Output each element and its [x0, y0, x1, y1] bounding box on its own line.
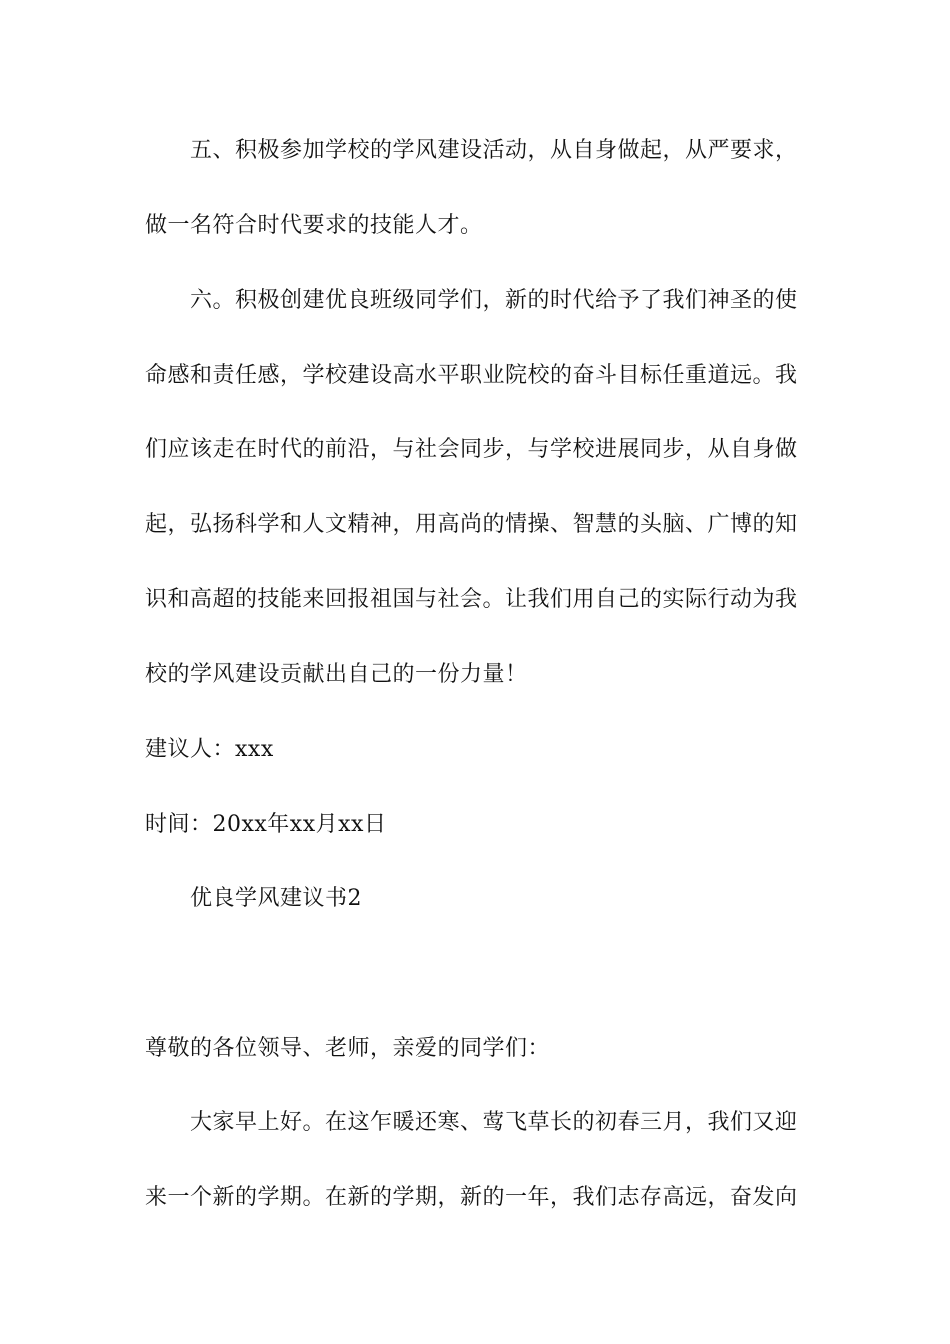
paragraph-6-line-6: 校的学风建设贡献出自己的一份力量！ — [145, 662, 528, 687]
paragraph-6-line-1: 六。积极创建优良班级同学们，新的时代给予了我们神圣的使 — [190, 288, 798, 313]
speech-line-2: 来一个新的学期。在新的学期，新的一年，我们志存高远，奋发向 — [145, 1185, 798, 1210]
proposer-line: 建议人：xxx — [145, 737, 274, 762]
paragraph-6-line-3: 们应该走在时代的前沿，与社会同步，与学校进展同步，从自身做 — [145, 437, 798, 462]
paragraph-6-line-2: 命感和责任感，学校建设高水平职业院校的奋斗目标任重道远。我 — [145, 363, 798, 388]
paragraph-6-line-5: 识和高超的技能来回报祖国与社会。让我们用自己的实际行动为我 — [145, 587, 798, 612]
date-line: 时间：20xx年xx月xx日 — [145, 812, 387, 837]
speech-line-1: 大家早上好。在这乍暖还寒、莺飞草长的初春三月，我们又迎 — [190, 1110, 798, 1135]
paragraph-5-line-2: 做一名符合时代要求的技能人才。 — [145, 213, 483, 238]
paragraph-6-line-4: 起，弘扬科学和人文精神，用高尚的情操、智慧的头脑、广博的知 — [145, 512, 798, 537]
paragraph-5-line-1: 五、积极参加学校的学风建设活动，从自身做起，从严要求， — [190, 138, 798, 163]
section-title: 优良学风建议书2 — [190, 886, 362, 911]
salutation: 尊敬的各位领导、老师，亲爱的同学们： — [145, 1036, 551, 1061]
